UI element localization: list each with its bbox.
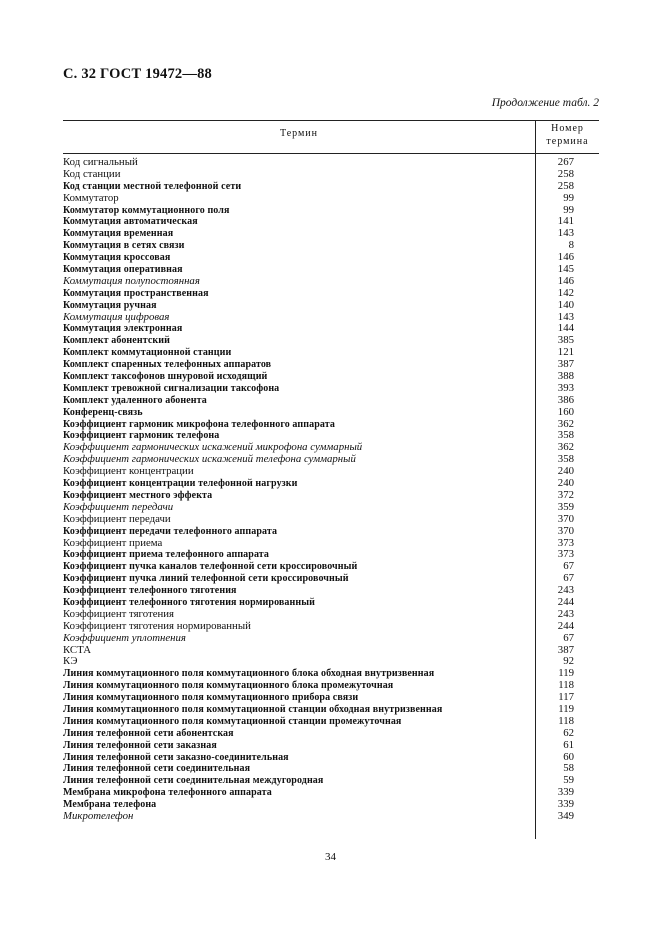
table-row bbox=[63, 442, 599, 454]
table-row bbox=[63, 371, 599, 383]
term-number-cell: 359 bbox=[557, 500, 574, 513]
term-cell: КЭ bbox=[63, 656, 78, 668]
term-number-cell: 92 bbox=[563, 655, 574, 668]
term-number-cell: 370 bbox=[557, 524, 574, 537]
table-row bbox=[63, 276, 599, 288]
table-row bbox=[63, 502, 599, 514]
term-cell: Линия телефонной сети заказная bbox=[63, 739, 217, 751]
term-cell: Комплект удаленного абонента bbox=[63, 394, 207, 406]
table-row bbox=[63, 193, 599, 205]
term-number-cell: 362 bbox=[557, 417, 574, 430]
term-cell: Коэффициент приема телефонного аппарата bbox=[63, 549, 270, 561]
term-cell: Коммутация оперативная bbox=[63, 264, 183, 276]
term-number-cell: 349 bbox=[557, 809, 574, 822]
table-row bbox=[63, 763, 599, 775]
term-cell: Линия коммутационного поля коммутационной станции промежуточная bbox=[63, 715, 402, 727]
term-number-cell: 8 bbox=[568, 239, 574, 252]
column-header-number-line2: термина bbox=[546, 135, 589, 147]
term-number-cell: 117 bbox=[558, 691, 574, 704]
table-row bbox=[63, 514, 599, 526]
column-header-number-line1: Номер bbox=[551, 123, 584, 134]
table-row bbox=[63, 645, 599, 657]
term-cell: Коммутатор коммутационного поля bbox=[63, 204, 230, 216]
term-number-cell: 362 bbox=[557, 441, 574, 454]
term-number-cell: 61 bbox=[563, 738, 574, 751]
term-number-cell: 244 bbox=[557, 595, 574, 608]
term-number-cell: 387 bbox=[557, 643, 574, 656]
term-cell: Коэффициент концентрации телефонной нагрузки bbox=[63, 478, 298, 490]
term-cell: Коэффициент пучка каналов телефонной сети кроссировочный bbox=[63, 561, 358, 573]
column-header-number bbox=[536, 123, 599, 148]
term-number-cell: 62 bbox=[563, 726, 574, 739]
term-number-cell: 67 bbox=[563, 631, 574, 644]
term-number-cell: 370 bbox=[557, 512, 574, 525]
term-cell: Код станции bbox=[63, 168, 121, 180]
term-cell: Коммутация автоматическая bbox=[63, 216, 198, 228]
table-row bbox=[63, 312, 599, 324]
term-cell: Линия коммутационного поля коммутационного блока обходная внутризвенная bbox=[63, 668, 435, 680]
table-row bbox=[63, 811, 599, 823]
table-row bbox=[63, 216, 599, 228]
table-row bbox=[63, 264, 599, 276]
table-row bbox=[63, 740, 599, 752]
table-row bbox=[63, 288, 599, 300]
page-header-title: С. 32 ГОСТ 19472—88 bbox=[63, 66, 212, 82]
table-row bbox=[63, 347, 599, 359]
term-cell: Коммутация ручная bbox=[63, 299, 157, 311]
term-number-cell: 258 bbox=[557, 179, 574, 192]
term-cell: Коэффициент передачи bbox=[63, 513, 171, 525]
term-cell: Линия телефонной сети заказно-соединительная bbox=[63, 751, 289, 763]
term-cell: Коммутация полупостоянная bbox=[63, 275, 200, 287]
term-cell: Коэффициент передачи bbox=[63, 501, 174, 513]
table-row bbox=[63, 205, 599, 217]
table-row bbox=[63, 300, 599, 312]
term-cell: Коэффициент приема bbox=[63, 537, 163, 549]
term-cell: Коммутация временная bbox=[63, 228, 174, 240]
term-number-cell: 118 bbox=[558, 679, 574, 692]
term-number-cell: 67 bbox=[563, 560, 574, 573]
term-cell: Линия коммутационного поля коммутационной станции обходная внутризвенная bbox=[63, 703, 443, 715]
table-row bbox=[63, 323, 599, 335]
term-cell: Линия телефонной сети абонентская bbox=[63, 727, 234, 739]
table-row bbox=[63, 621, 599, 633]
table-row bbox=[63, 799, 599, 811]
term-cell: Конференц-связь bbox=[63, 406, 143, 418]
table-row bbox=[63, 561, 599, 573]
term-cell: Комплект тревожной сигнализации таксофона bbox=[63, 382, 280, 394]
term-cell: Линия коммутационного поля коммутационного прибора связи bbox=[63, 692, 359, 704]
table-row bbox=[63, 680, 599, 692]
term-cell: Коэффициент телефонного тяготения bbox=[63, 585, 237, 597]
page-number: 34 bbox=[325, 851, 336, 863]
term-cell: Линия телефонной сети соединительная bbox=[63, 763, 251, 775]
term-number-cell: 67 bbox=[563, 572, 574, 585]
table-row bbox=[63, 454, 599, 466]
term-number-cell: 387 bbox=[557, 358, 574, 371]
table-row bbox=[63, 549, 599, 561]
term-cell: Коэффициент гармоник микрофона телефонного аппарата bbox=[63, 418, 335, 430]
term-number-cell: 118 bbox=[558, 714, 574, 727]
term-cell: Мембрана телефона bbox=[63, 799, 157, 811]
term-number-cell: 372 bbox=[557, 488, 574, 501]
table-row bbox=[63, 716, 599, 728]
table-row bbox=[63, 407, 599, 419]
table-row bbox=[63, 466, 599, 478]
term-number-cell: 140 bbox=[557, 298, 574, 311]
table-row bbox=[63, 169, 599, 181]
table-row bbox=[63, 656, 599, 668]
table-row bbox=[63, 752, 599, 764]
term-number-cell: 373 bbox=[557, 548, 574, 561]
table-row bbox=[63, 668, 599, 680]
table-row bbox=[63, 609, 599, 621]
term-cell: Линия телефонной сети соединительная междугородная bbox=[63, 775, 324, 787]
term-number-cell: 146 bbox=[557, 274, 574, 287]
term-cell: Комплект спаренных телефонных аппаратов bbox=[63, 359, 272, 371]
term-number-cell: 99 bbox=[563, 191, 574, 204]
term-cell: Коммутация электронная bbox=[63, 323, 183, 335]
term-cell: Комплект коммутационной станции bbox=[63, 347, 232, 359]
table-row bbox=[63, 240, 599, 252]
table-row bbox=[63, 692, 599, 704]
term-number-cell: 240 bbox=[557, 477, 574, 490]
table-top-rule bbox=[63, 120, 599, 121]
table-row bbox=[63, 228, 599, 240]
term-number-cell: 144 bbox=[557, 322, 574, 335]
table-row bbox=[63, 597, 599, 609]
term-number-cell: 267 bbox=[557, 156, 574, 168]
table-row bbox=[63, 573, 599, 585]
table-row bbox=[63, 157, 599, 169]
term-number-cell: 258 bbox=[557, 167, 574, 180]
term-cell: Код сигнальный bbox=[63, 157, 138, 168]
term-cell: Коэффициент уплотнения bbox=[63, 632, 186, 644]
term-number-cell: 143 bbox=[557, 310, 574, 323]
term-number-cell: 121 bbox=[557, 346, 574, 359]
table-row bbox=[63, 181, 599, 193]
term-cell: Коэффициент передачи телефонного аппарата bbox=[63, 525, 278, 537]
term-number-cell: 358 bbox=[557, 429, 574, 442]
term-number-cell: 142 bbox=[557, 286, 574, 299]
term-number-cell: 240 bbox=[557, 465, 574, 478]
term-cell: Коэффициент местного эффекта bbox=[63, 489, 213, 501]
term-number-cell: 143 bbox=[557, 227, 574, 240]
table-row bbox=[63, 775, 599, 787]
term-number-cell: 243 bbox=[557, 584, 574, 597]
table-row bbox=[63, 419, 599, 431]
table-row bbox=[63, 538, 599, 550]
term-number-cell: 145 bbox=[557, 263, 574, 276]
term-cell: Коммутация кроссовая bbox=[63, 252, 171, 264]
table-row bbox=[63, 430, 599, 442]
term-number-cell: 393 bbox=[557, 381, 574, 394]
table-row bbox=[63, 478, 599, 490]
term-cell: Линия коммутационного поля коммутационного блока промежуточная bbox=[63, 680, 394, 692]
term-cell: Мембрана микрофона телефонного аппарата bbox=[63, 787, 272, 799]
table-row bbox=[63, 526, 599, 538]
table-row bbox=[63, 395, 599, 407]
table-row bbox=[63, 787, 599, 799]
table-row bbox=[63, 252, 599, 264]
table-row bbox=[63, 490, 599, 502]
term-number-cell: 388 bbox=[557, 370, 574, 383]
term-cell: Код станции местной телефонной сети bbox=[63, 180, 242, 192]
table-row bbox=[63, 704, 599, 716]
term-number-cell: 373 bbox=[557, 536, 574, 549]
term-cell: Коэффициент концентрации bbox=[63, 466, 194, 478]
table-row bbox=[63, 728, 599, 740]
term-number-cell: 339 bbox=[557, 798, 574, 811]
term-number-cell: 160 bbox=[557, 405, 574, 418]
term-number-cell: 385 bbox=[557, 334, 574, 347]
term-cell: Коммутация в сетях связи bbox=[63, 240, 185, 252]
term-cell: Коэффициент гармоник телефона bbox=[63, 430, 220, 442]
table-row bbox=[63, 585, 599, 597]
term-number-cell: 339 bbox=[557, 786, 574, 799]
term-cell: Коэффициент пучка линий телефонной сети кроссировочный bbox=[63, 573, 349, 585]
term-cell: Коэффициент гармонических искажений телефона суммарный bbox=[63, 454, 356, 466]
column-header-term: Термин bbox=[279, 128, 319, 139]
term-cell: Коммутация цифровая bbox=[63, 311, 170, 323]
table-row bbox=[63, 633, 599, 645]
term-number-cell: 119 bbox=[558, 667, 574, 680]
term-cell: Коэффициент телефонного тяготения нормированный bbox=[63, 596, 316, 608]
term-number-cell: 386 bbox=[557, 393, 574, 406]
term-number-cell: 146 bbox=[557, 251, 574, 264]
term-cell: Коммутация пространственная bbox=[63, 287, 209, 299]
table-row bbox=[63, 335, 599, 347]
table-body bbox=[63, 157, 599, 823]
term-number-cell: 59 bbox=[563, 774, 574, 787]
term-number-cell: 243 bbox=[557, 607, 574, 620]
term-cell: Комплект таксофонов шнуровой исходящий bbox=[63, 371, 268, 383]
term-cell: Микротелефон bbox=[63, 810, 134, 822]
table-header-rule bbox=[63, 153, 599, 154]
term-cell: Коэффициент тяготения нормированный bbox=[63, 620, 251, 632]
term-cell: Комплект абонентский bbox=[63, 335, 170, 347]
table-row bbox=[63, 383, 599, 395]
term-cell: КСТА bbox=[63, 644, 91, 656]
term-cell: Коэффициент гармонических искажений микрофона суммарный bbox=[63, 442, 363, 454]
term-number-cell: 119 bbox=[558, 702, 574, 715]
term-number-cell: 244 bbox=[557, 619, 574, 632]
term-cell: Коэффициент тяготения bbox=[63, 608, 175, 620]
term-cell: Коммутатор bbox=[63, 192, 119, 204]
term-number-cell: 58 bbox=[563, 762, 574, 775]
table-row bbox=[63, 359, 599, 371]
term-number-cell: 358 bbox=[557, 453, 574, 466]
table-continuation-caption: Продолжение табл. 2 bbox=[491, 97, 599, 109]
term-number-cell: 99 bbox=[563, 203, 574, 216]
term-number-cell: 141 bbox=[557, 215, 574, 228]
term-number-cell: 60 bbox=[563, 750, 574, 763]
